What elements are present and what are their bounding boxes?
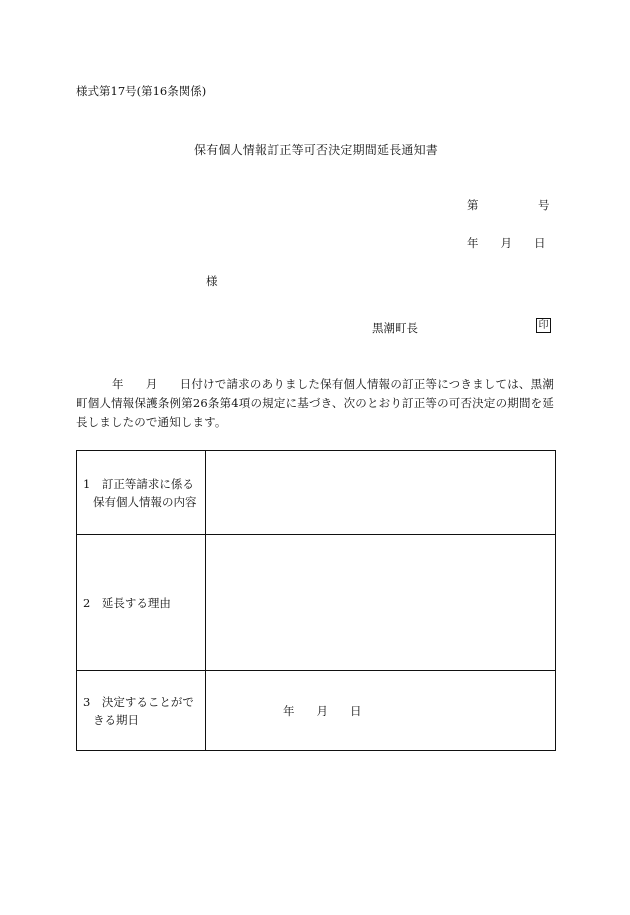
details-table bbox=[76, 450, 556, 751]
content-field[interactable] bbox=[206, 451, 556, 535]
deadline-date-field[interactable] bbox=[206, 671, 556, 751]
issue-date-month: 月 bbox=[500, 236, 512, 250]
row-label bbox=[77, 693, 205, 729]
row-label-cell bbox=[77, 451, 206, 535]
form-number: 様式第17号(第16条関係) bbox=[76, 84, 207, 98]
deadline-date bbox=[206, 703, 555, 719]
table-row bbox=[77, 535, 556, 671]
document-number-suffix: 号 bbox=[538, 198, 550, 212]
body-year: 年 bbox=[112, 377, 124, 391]
addressee-suffix: 様 bbox=[206, 274, 218, 288]
table-row bbox=[77, 671, 556, 751]
row-label-line1: 3 決定することがで bbox=[83, 694, 194, 709]
row-label bbox=[77, 594, 205, 612]
table-row bbox=[77, 451, 556, 535]
issue-date bbox=[467, 235, 546, 251]
reason-field[interactable] bbox=[206, 535, 556, 671]
row-label-cell bbox=[77, 535, 206, 671]
row-label-line1: 2 延長する理由 bbox=[83, 595, 171, 610]
notice-body bbox=[76, 375, 554, 432]
deadline-year: 年 bbox=[283, 703, 295, 718]
issue-date-year: 年 bbox=[467, 236, 479, 250]
issuer-title: 黒潮町長 bbox=[372, 321, 418, 335]
document-number-prefix: 第 bbox=[467, 198, 479, 212]
row-label bbox=[77, 475, 205, 511]
body-month: 月 bbox=[145, 377, 158, 391]
seal-mark: 印 bbox=[536, 318, 551, 333]
document-title: 保有個人情報訂正等可否決定期間延長通知書 bbox=[194, 143, 439, 157]
issue-date-day: 日 bbox=[534, 236, 546, 250]
body-text: 日付けで請求のありました保有個人情報の訂正等につきましては、黒潮町個人情報保護条例第26条第4項の規定に基づき、次のとおり訂正等の可否決定の期間を延長しましたので通知します。 bbox=[76, 377, 555, 429]
row-label-line2: 保有個人情報の内容 bbox=[93, 494, 197, 509]
deadline-month: 月 bbox=[316, 703, 328, 718]
deadline-day: 日 bbox=[350, 703, 362, 718]
row-label-cell bbox=[77, 671, 206, 751]
row-label-line2: きる期日 bbox=[93, 712, 139, 727]
row-label-line1: 1 訂正等請求に係る bbox=[83, 476, 194, 491]
